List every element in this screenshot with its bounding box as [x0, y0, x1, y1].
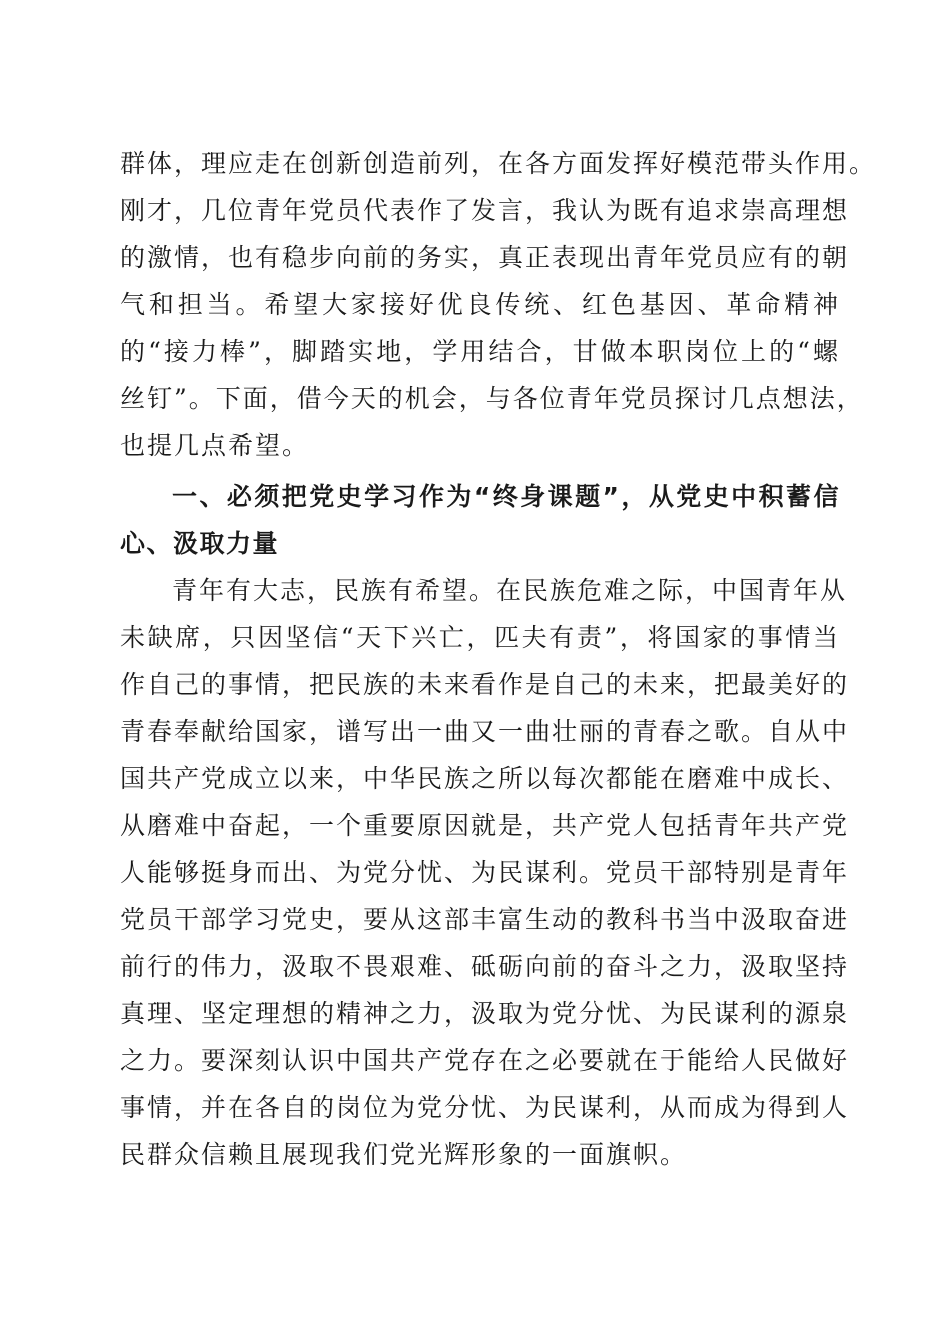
text-line: 党员干部学习党史，要从这部丰富生动的教科书当中汲取奋进: [120, 905, 850, 934]
heading-line: 心、汲取力量: [120, 529, 280, 558]
text-line: 作自己的事情，把民族的未来看作是自己的未来，把最美好的: [120, 670, 850, 699]
text-line: 民群众信赖且展现我们党光辉形象的一面旗帜。: [120, 1140, 688, 1169]
text-line: 群体，理应走在创新创造前列，在各方面发挥好模范带头作用。: [120, 149, 877, 178]
document-body: [120, 140, 877, 1178]
text-line: 人能够挺身而出、为党分忧、为民谋利。党员干部特别是青年: [120, 858, 850, 887]
text-line: 前行的伟力，汲取不畏艰难、砥砺向前的奋斗之力，汲取坚持: [120, 952, 850, 981]
text-line: 从磨难中奋起，一个重要原因就是，共产党人包括青年共产党: [120, 811, 850, 840]
section-heading: [120, 473, 840, 567]
text-line: 之力。要深刻认识中国共产党存在之必要就在于能给人民做好: [120, 1046, 850, 1075]
text-line: 刚才，几位青年党员代表作了发言，我认为既有追求崇高理想: [120, 196, 850, 225]
text-line: 气和担当。希望大家接好优良传统、红色基因、革命精神: [120, 290, 840, 319]
heading-line: 一、必须把党史学习作为“终身课题”，从党史中积蓄信: [172, 482, 840, 511]
text-line: 也提几点希望。: [120, 431, 310, 460]
text-line: 青年有大志，民族有希望。在民族危难之际，中国青年从: [172, 576, 848, 605]
text-line: 真理、坚定理想的精神之力，汲取为党分忧、为民谋利的源泉: [120, 999, 850, 1028]
text-line: 的激情，也有稳步向前的务实，真正表现出青年党员应有的朝: [120, 243, 850, 272]
intro-paragraph: [120, 140, 877, 469]
text-line: 事情，并在各自的岗位为党分忧、为民谋利，从而成为得到人: [120, 1093, 850, 1122]
text-line: 国共产党成立以来，中华民族之所以每次都能在磨难中成长、: [120, 764, 850, 793]
text-line: 青春奉献给国家，谱写出一曲又一曲壮丽的青春之歌。自从中: [120, 717, 850, 746]
text-line: 丝钉”。下面，借今天的机会，与各位青年党员探讨几点想法，: [120, 384, 864, 413]
body-paragraph: [120, 567, 850, 1178]
text-line: 的“接力棒”，脚踏实地，学用结合，甘做本职岗位上的“螺: [120, 337, 840, 366]
text-line: 未缺席，只因坚信“天下兴亡，匹夫有责”，将国家的事情当: [120, 623, 840, 652]
